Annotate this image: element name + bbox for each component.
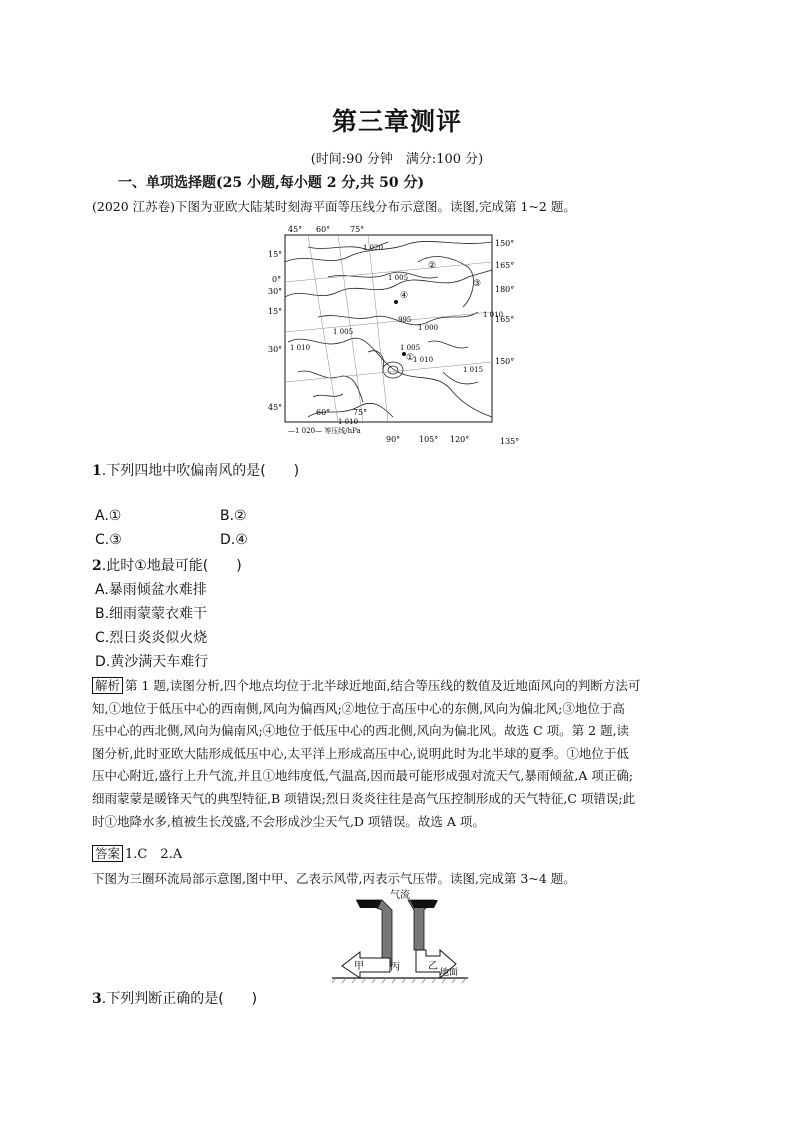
- map-lat-right-4: 165°: [495, 315, 515, 324]
- map-legend: —1 020— 等压线/hPa: [288, 427, 361, 435]
- answer-block: [92, 843, 182, 862]
- map-isobar-label-7: 1 005: [400, 344, 421, 352]
- map-point-1: ①: [406, 353, 415, 363]
- map-lon-top-1: 45°: [288, 225, 303, 234]
- map-lon-bottom-2: 75°: [353, 408, 368, 417]
- map-lat-right-5: 150°: [495, 357, 515, 366]
- map-isobar-label-8: 1 010: [483, 311, 504, 319]
- q1-option-a[interactable]: A.①: [95, 508, 122, 524]
- map-isobar-label-9: 1 010: [413, 356, 434, 364]
- map-isobar-label-6: 1 010: [338, 418, 359, 426]
- map-lon-top-3: 75°: [350, 225, 365, 234]
- analysis-line-3: 压中心的西北侧,风向为偏南风;④地位于低压中心的西北侧,风向为偏北风。故选 C 项。第 2 题,读: [92, 723, 630, 739]
- map-isobar-label-11: 1 020: [363, 244, 384, 252]
- question-1-text: .下列四地中吹偏南风的是( ): [101, 463, 300, 479]
- map-isobar-label-4: 1 005: [333, 328, 354, 336]
- diagram-label-bing: 丙: [390, 962, 400, 973]
- map-point-3: ③: [473, 279, 482, 289]
- q1-option-c[interactable]: C.③: [95, 532, 122, 548]
- section-heading: 一、单项选择题(25 小题,每小题 2 分,共 50 分): [118, 175, 425, 191]
- q1-option-d[interactable]: D.④: [220, 532, 248, 548]
- map-lat-right-3: 180°: [495, 285, 515, 294]
- analysis-line-5: 压中心附近,盛行上升气流,并且①地纬度低,气温高,因而最可能形成强对流天气,暴雨倾盆,A 项正确;: [92, 768, 634, 784]
- question-1: [92, 460, 299, 480]
- question-intro-2: 下图为三圈环流局部示意图,图中甲、乙表示风带,丙表示气压带。读图,完成第 3~4 题。: [92, 871, 576, 886]
- analysis-line-1: [92, 675, 702, 698]
- map-lon-bottom-5: 120°: [450, 435, 470, 444]
- map-lat-left-4: 15°: [268, 307, 283, 316]
- map-lon-top-2: 60°: [316, 225, 331, 234]
- answer-text: 1.C 2.A: [125, 847, 183, 862]
- isobar-map: [268, 222, 530, 448]
- analysis-block: [92, 675, 702, 833]
- map-lat-right-2: 165°: [495, 261, 515, 270]
- diagram-label-ground: 地面: [440, 968, 459, 978]
- map-lat-left-1: 15°: [268, 250, 283, 259]
- q2-option-a[interactable]: A.暴雨倾盆水难排: [95, 582, 207, 598]
- question-intro-1: (2020 江苏卷)下图为亚欧大陆某时刻海平面等压线分布示意图。读图,完成第 1~2 题。: [92, 199, 576, 214]
- q2-option-d[interactable]: D.黄沙满天车难行: [95, 654, 209, 670]
- diagram-label-yi: 乙: [428, 961, 438, 972]
- diagram-label-jia: 甲: [354, 961, 364, 972]
- answer-tag: 答案: [92, 845, 123, 862]
- map-point-4: ④: [400, 291, 409, 301]
- diagram-label-airflow: 气流: [390, 890, 410, 901]
- map-lat-right-1: 150°: [495, 239, 515, 248]
- question-1-number: 1: [92, 463, 102, 479]
- map-lon-bottom-6: 135°: [500, 437, 520, 446]
- question-3-number: 3: [92, 991, 102, 1007]
- question-3-text: .下列判断正确的是( ): [101, 991, 258, 1007]
- question-2: [92, 555, 242, 575]
- map-isobar-label-1: 1 005: [388, 274, 409, 282]
- map-isobar-label-10: 1 015: [463, 366, 484, 374]
- map-lon-bottom-4: 105°: [419, 435, 439, 444]
- map-point-2: ②: [428, 261, 437, 271]
- circulation-diagram: [330, 888, 470, 984]
- question-3: [92, 988, 257, 1008]
- map-lat-left-2: 0°: [272, 275, 282, 284]
- exam-info: (时间:90 分钟 满分:100 分): [310, 152, 484, 167]
- analysis-line-6: 细雨蒙蒙是暖锋天气的典型特征,B 项错误;烈日炎炎往往是高气压控制形成的天气特征,C 项错误;此: [92, 790, 636, 806]
- map-isobar-label-5: 1 010: [290, 344, 311, 352]
- map-isobar-label-2: 1 000: [418, 324, 439, 332]
- analysis-line-4: 图分析,此时亚欧大陆形成低压中心,太平洋上形成高压中心,说明此时为北半球的夏季。①地位于低: [92, 745, 629, 761]
- page-title: 第三章测评: [331, 107, 462, 136]
- map-lon-bottom-1: 60°: [316, 408, 331, 417]
- analysis-line-2: 知,①地位于低压中心的西南侧,风向为偏西风;②地位于高压中心的东侧,风向为偏北风;③地位于高: [92, 700, 625, 716]
- q1-option-b[interactable]: B.②: [220, 508, 247, 524]
- map-lat-left-5: 30°: [268, 345, 283, 354]
- q2-option-b[interactable]: B.细雨蒙蒙衣难干: [95, 606, 208, 622]
- map-isobar-label-3: 995: [398, 316, 412, 324]
- analysis-line-1-text: 第 1 题,读图分析,四个地点均位于北半球近地面,结合等压线的数值及近地面风向的判断方法可: [125, 678, 641, 693]
- map-lon-bottom-3: 90°: [386, 435, 401, 444]
- analysis-line-7: 时①地降水多,植被生长茂盛,不会形成沙尘天气,D 项错误。故选 A 项。: [92, 813, 485, 829]
- map-lat-left-3: 30°: [268, 287, 283, 296]
- analysis-tag: 解析: [92, 677, 123, 694]
- q2-option-c[interactable]: C.烈日炎炎似火烧: [95, 630, 208, 646]
- question-2-text: .此时①地最可能( ): [101, 558, 242, 574]
- question-2-number: 2: [92, 558, 102, 574]
- map-lat-left-6: 45°: [268, 403, 283, 412]
